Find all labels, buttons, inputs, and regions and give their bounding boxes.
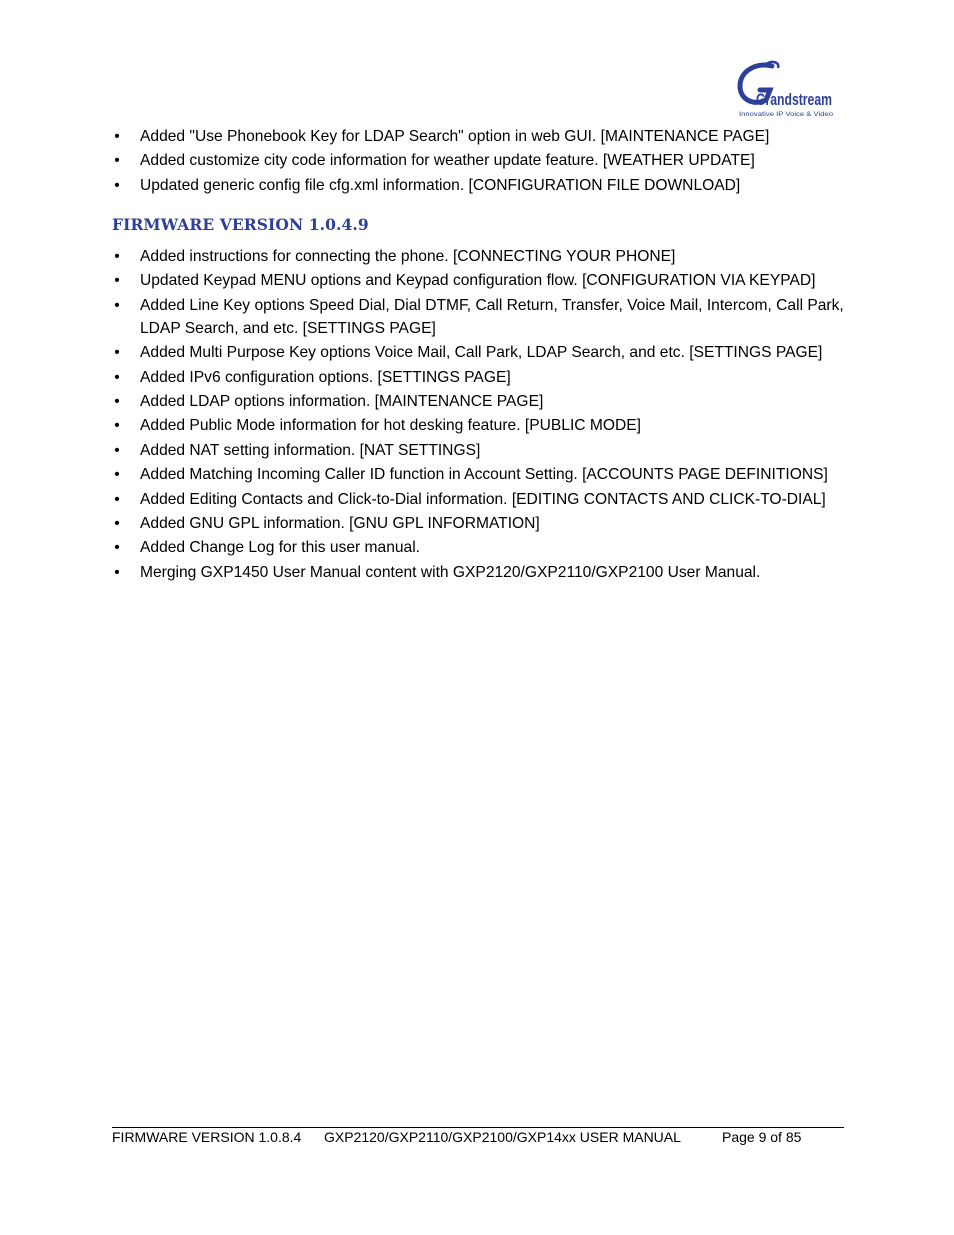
list-item [112,294,847,340]
list-item-text: Added Editing Contacts and Click-to-Dial information. [EDITING CONTACTS AND CLICK-TO-DIAL] [140,490,826,508]
logo-mark [732,60,838,118]
list-item-text: Added instructions for connecting the phone. [CONNECTING YOUR PHONE] [140,248,676,265]
bullet-icon: • [114,490,120,508]
list-item-text: Added Matching Incoming Caller ID function in Account Setting. [ACCOUNTS PAGE DEFINITIONS] [140,466,828,484]
list-item-text: Added Change Log for this user manual. [140,539,421,557]
list-item [112,512,847,535]
list-item-text: Updated Keypad MENU options and Keypad configuration flow. [CONFIGURATION VIA KEYPAD] [140,272,816,290]
list-item-text: Added Public Mode information for hot desking feature. [PUBLIC MODE] [140,417,641,435]
list-item-text: Added NAT setting information. [NAT SETTINGS] [140,441,481,459]
list-item-text: Added "Use Phonebook Key for LDAP Search" option in web GUI. [MAINTENANCE PAGE] [140,128,770,145]
list-item [112,488,847,511]
footer-manual-title: GXP2120/GXP2110/GXP2100/GXP14xx USER MANUAL [324,1129,681,1145]
bullet-icon: • [114,296,120,314]
bullet-icon: • [114,392,120,410]
top-bullet-list [112,125,847,198]
bullet-icon: • [114,128,120,145]
list-item-text: Added Multi Purpose Key options Voice Mail, Call Park, LDAP Search, and etc. [SETTINGS PAGE] [140,344,823,362]
list-item [112,341,847,364]
bullet-icon: • [114,563,120,581]
list-item [112,536,847,559]
list-item [112,269,847,292]
footer-firmware-version: FIRMWARE VERSION 1.0.8.4 [112,1129,302,1145]
list-item [112,245,847,268]
list-item [112,561,847,584]
logo-tagline: Innovative IP Voice & Video [739,111,834,118]
bullet-icon: • [114,441,120,459]
list-item-text: Added GNU GPL information. [GNU GPL INFORMATION] [140,514,540,532]
bullet-icon: • [114,466,120,484]
list-item-text: Added IPv6 configuration options. [SETTINGS PAGE] [140,368,511,386]
list-item [112,390,847,413]
logo-wordmark: Grandstream [756,90,832,109]
list-item [112,149,847,172]
bullet-icon: • [114,539,120,557]
list-item [112,174,847,197]
footer-page-number: Page 9 of 85 [722,1129,802,1145]
bullet-icon: • [114,344,120,362]
section-heading: FIRMWARE VERSION 1.0.4.9 [112,215,369,234]
list-item [112,125,847,148]
bullet-icon: • [114,272,120,290]
bullet-icon: • [114,368,120,386]
list-item-text: Added customize city code information for weather update feature. [WEATHER UPDATE] [140,152,755,170]
bullet-icon: • [114,514,120,532]
list-item [112,414,847,437]
bullet-icon: • [114,176,120,194]
bullet-icon: • [114,248,120,265]
list-item-text: Added LDAP options information. [MAINTENANCE PAGE] [140,392,544,410]
list-item [112,463,847,486]
grandstream-logo [732,60,838,118]
list-item [112,366,847,389]
list-item-text: Added Line Key options Speed Dial, Dial DTMF, Call Return, Transfer, Voice Mail, Intercom, Call Park, LDAP Search, and etc. [SETTINGS PAGE] [140,296,844,337]
list-item-text: Merging GXP1450 User Manual content with GXP2120/GXP2110/GXP2100 User Manual. [140,563,761,581]
list-item-text: Updated generic config file cfg.xml information. [CONFIGURATION FILE DOWNLOAD] [140,176,741,194]
bullet-icon: • [114,417,120,435]
main-bullet-list [112,245,847,585]
list-item [112,439,847,462]
bullet-icon: • [114,152,120,170]
